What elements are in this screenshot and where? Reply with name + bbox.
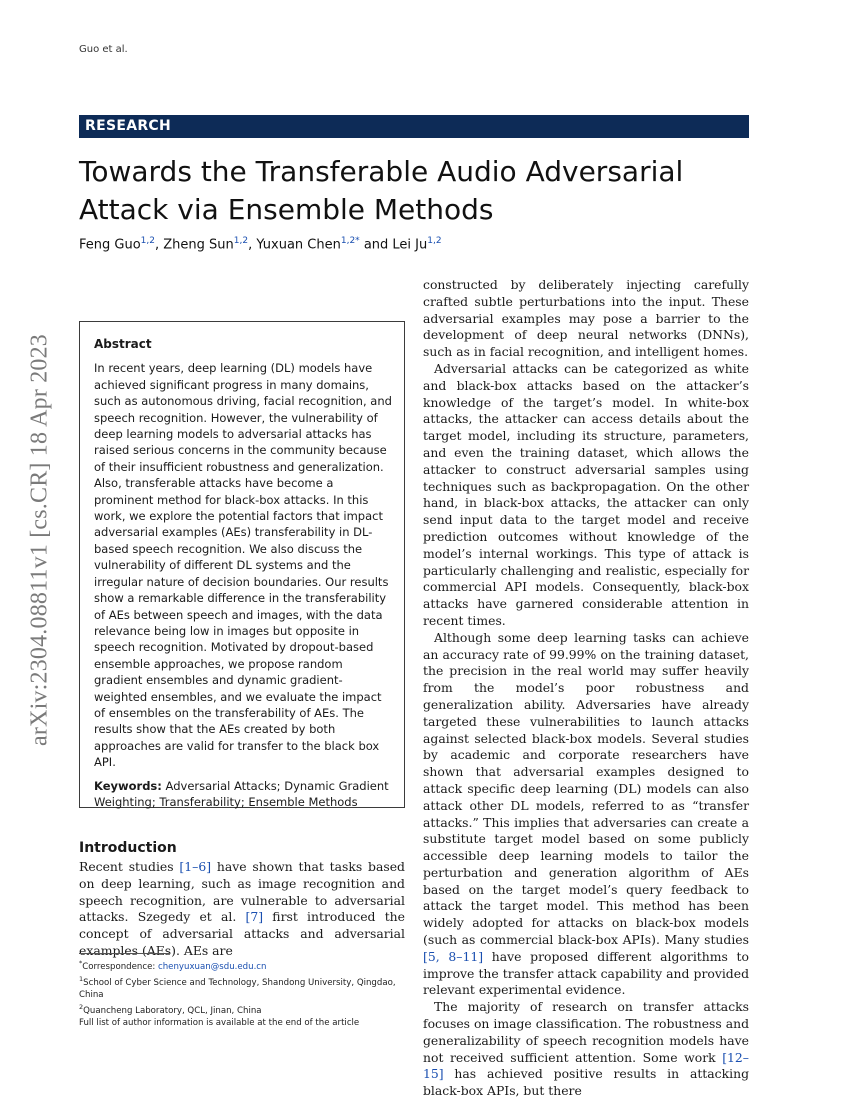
correspondence-note [79,957,409,973]
keywords-list: Adversarial Attacks; Dynamic Gradient Weighting; Transferability; Ensemble Methods [94,778,389,809]
correspondence-email-link[interactable]: chenyuxuan@sdu.edu.cn [158,961,267,972]
right-column [423,277,749,1100]
author-info-note: Full list of author information is available at the end of the article [79,1017,360,1028]
text-span: first introduced the concept of adversarial attacks and adversarial examples (AEs). AEs are [79,909,405,958]
affiliation-text: School of Cyber Science and Technology, Shandong University, Qingdao, China [79,977,396,1000]
section-banner: RESEARCH [79,115,749,138]
body-paragraph: Adversarial attacks can be categorized as white and black-box attacks based on the attacker’s knowledge of the target’s model. In white-box attacks, the attacker can access details about the target model, including its structure, parameters, and even the training dataset, which allows the attacker to construct adversarial samples using techniques such as backpropagation. On the other hand, in black-box attacks, the attacker can only send input data to the target model and receive prediction outcomes without knowledge of the model’s internal workings. This type of attack is particularly challenging and realistic, especially for commercial API models. Consequently, black-box attacks have garnered considerable attention in recent times. [423,360,749,628]
arxiv-identifier: arXiv:2304.08811v1 [cs.CR] 18 Apr 2023 [26,333,53,747]
author-name: Yuxuan Chen [256,237,341,253]
author-name: Zheng Sun [163,237,234,253]
keywords [94,778,394,811]
abstract-text: In recent years, deep learning (DL) models have achieved significant progress in many domains, such as autonomous driving, facial recognition, and speech recognition. However, the vulnerability of deep learning models to adversarial attacks has raised serious concerns in the community because of their insufficient robustness and generalization. Also, transferable attacks have become a prominent method for black-box attacks. In this work, we explore the potential factors that impact adversarial examples (AEs) transferability in DL-based speech recognition. We also discuss the vulnerability of different DL systems and the irregular nature of decision boundaries. Our results show a remarkable difference in the transferability of AEs between speech and images, with the data relevance being low in images but opposite in speech recognition. Motivated by dropout-based ensemble approaches, we propose random gradient ensembles and dynamic gradient-weighted ensembles, and we evaluate the impact of ensembles on the transferability of AEs. The results show that the AEs created by both approaches are valid for transfer to the black box API. [94,361,392,770]
text-span: has achieved positive results in attacking black-box APIs, but there [423,1066,749,1099]
affiliation-note [79,973,409,1001]
citation-link[interactable]: [5, 8–11] [423,948,484,964]
author-separator: , [154,237,164,253]
text-span: have proposed different algorithms to improve the transfer attack capability and provided relevant experimental evidence. [423,948,749,998]
author-affiliation[interactable]: 1,2 [233,236,249,246]
affiliation-text: Quancheng Laboratory, QCL, Jinan, China [83,1005,262,1016]
footnote-divider [79,953,169,954]
author-affiliation[interactable]: 1,2* [340,236,360,246]
author-separator: , [248,237,257,253]
text-span: The majority of research on transfer attacks focuses on image classification. The robustness and generalizability of speech recognition models have not received sufficient attention. Some work [423,999,749,1065]
abstract-heading: Abstract [94,337,152,351]
author-affiliation[interactable]: 1,2 [140,236,155,246]
abstract-box [79,321,405,808]
running-head: Guo et al. [79,44,128,55]
introduction-paragraph [79,859,405,960]
citation-link[interactable]: [12–15] [423,1049,749,1082]
body-paragraph: constructed by deliberately injecting carefully crafted subtle perturbations into the input. These adversarial examples may pose a barrier to the development of deep neural networks (DNNs), such as in facial recognition, and intelligent homes. [423,277,749,360]
body-paragraph [423,999,749,1100]
author-separator: and [359,237,393,253]
citation-link[interactable]: [7] [245,909,264,925]
text-span: have shown that tasks based on deep learning, such as image recognition and speech recognition, are vulnerable to adversarial attacks. Szegedy et al. [79,859,405,925]
footnote-mark: 1 [79,974,84,983]
footnote-mark: * [79,959,83,967]
correspondence-label: Correspondence: [82,961,158,972]
author-name: Lei Ju [392,237,428,253]
footnotes [79,957,409,1029]
introduction-heading: Introduction [79,840,177,856]
paper-title: Towards the Transferable Audio Adversarial Attack via Ensemble Methods [79,155,684,226]
affiliation-note [79,1001,409,1017]
author-name: Feng Guo [79,237,141,253]
text-span: Although some deep learning tasks can achieve an accuracy rate of 99.99% on the training dataset, the precision in the real world may suffer heavily from the model’s poor robustness and generalization ability. Adversaries have already targeted these vulnerabilities to launch attacks against selected black-box models. Several studies by academic and corporate researchers have shown that adversarial examples designed to attack specific deep learning (DL) models can also attack other DL models, referred to as “transfer attacks.” This implies that adversaries can create a substitute target model based on some publicly accessible deep learning models to tailor the perturbation and generation algorithm of AEs based on the target model’s query feedback to attack the target model. This method has been widely adopted for attacks on black-box models (such as commercial black-box APIs). Many studies [423,629,749,948]
keywords-label: Keywords: [94,778,162,793]
footnote-mark: 2 [79,1002,84,1011]
author-list [79,236,442,252]
author-affiliation[interactable]: 1,2 [427,236,442,246]
citation-link[interactable]: [1–6] [179,859,212,874]
body-paragraph [423,630,749,1000]
text-span: Recent studies [79,859,180,874]
